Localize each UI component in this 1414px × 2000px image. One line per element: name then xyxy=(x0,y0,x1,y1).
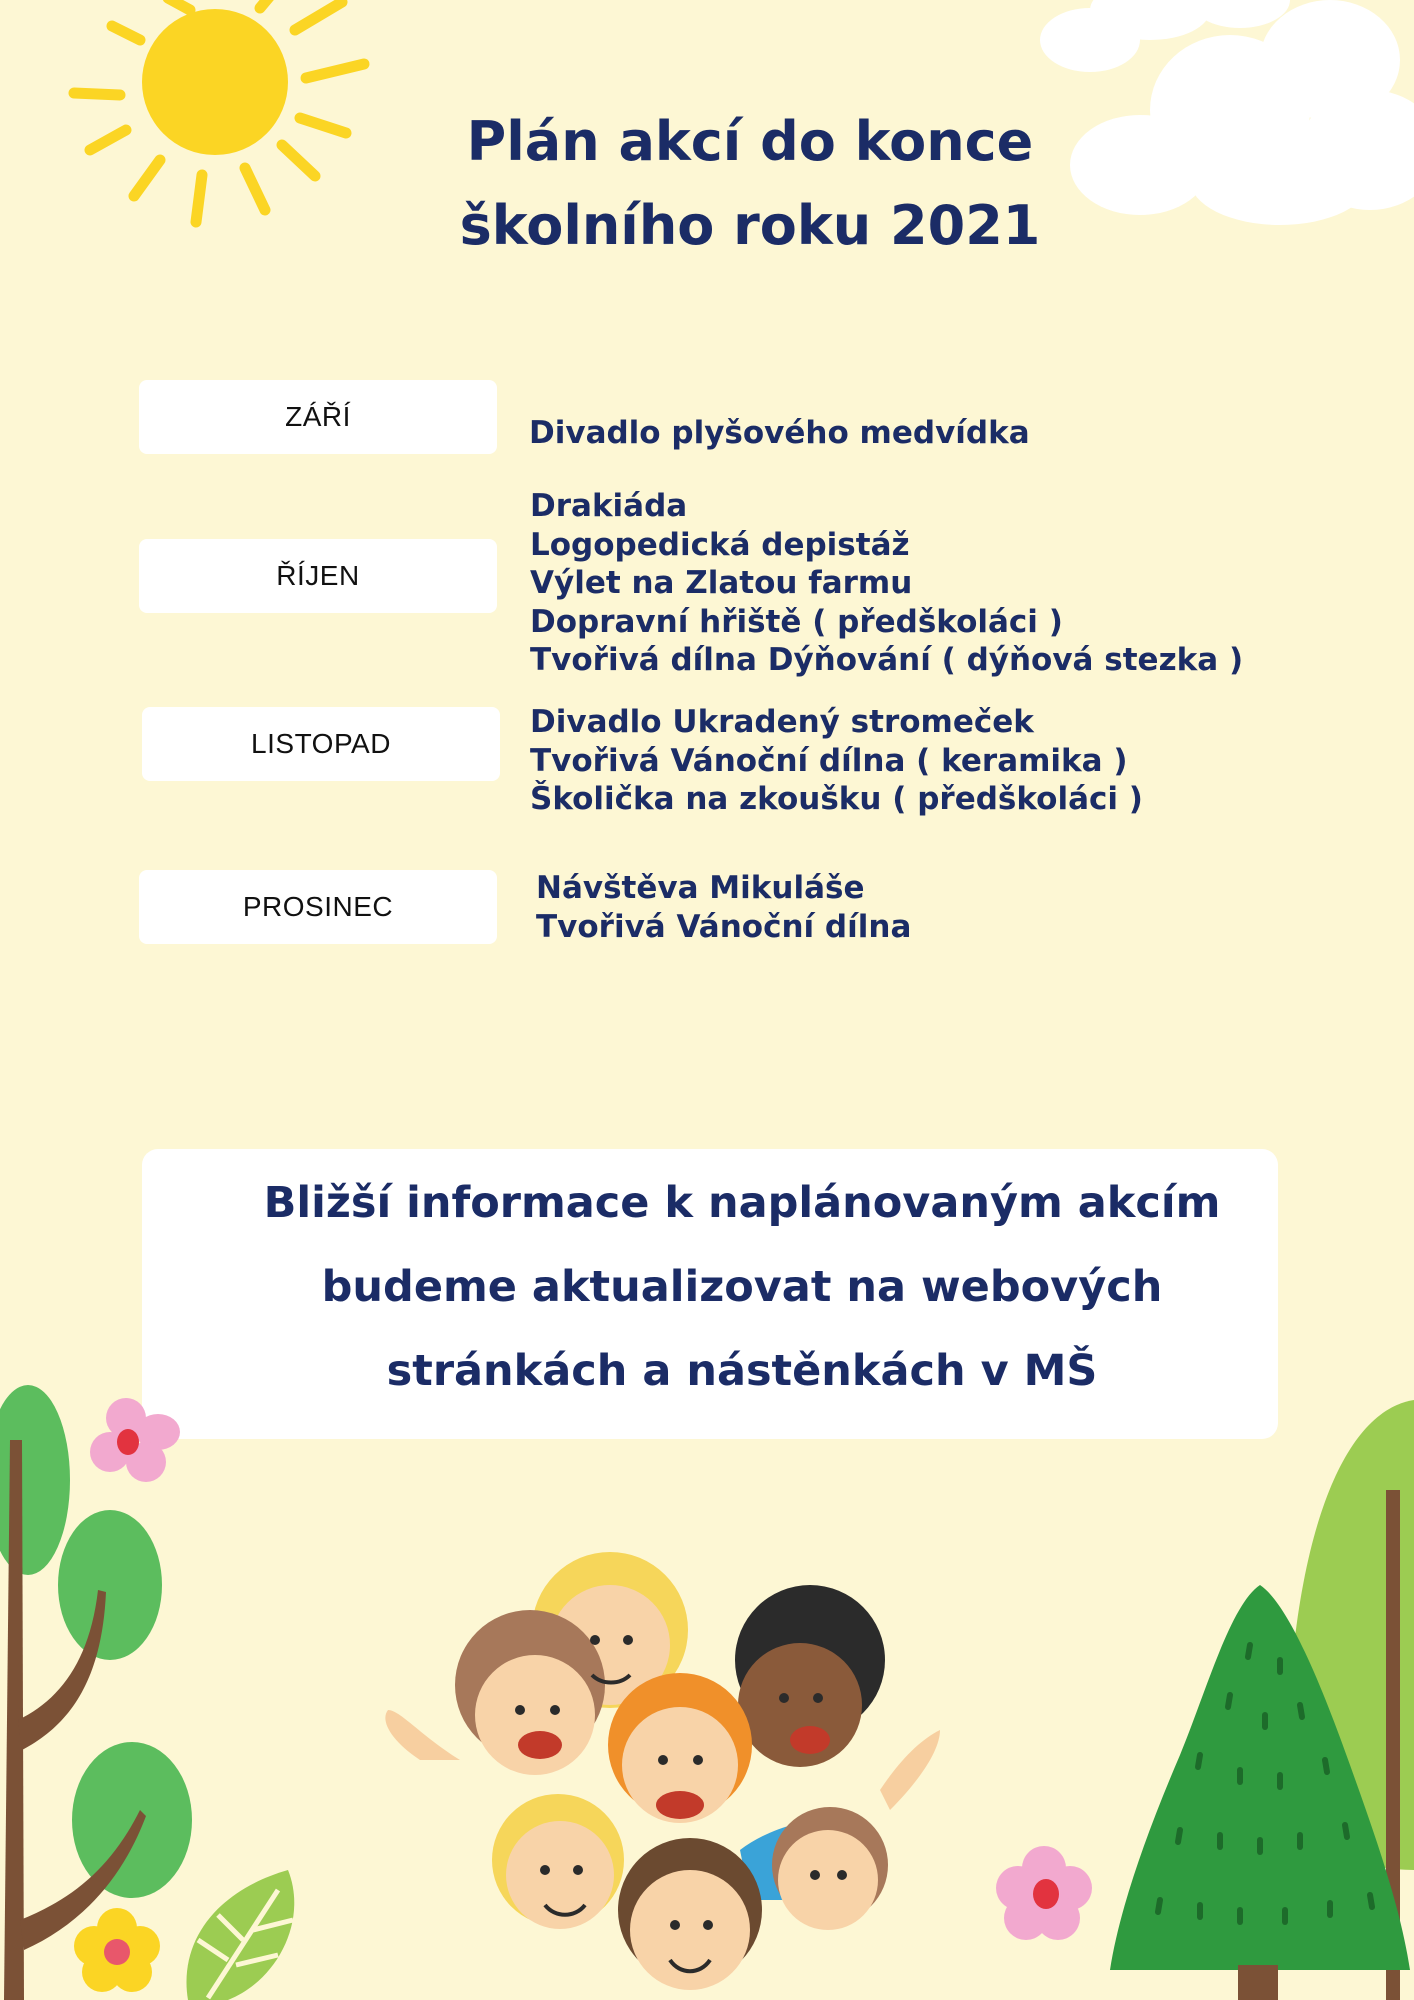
sun-icon xyxy=(60,0,380,240)
event-item: Divadlo Ukradený stromeček xyxy=(530,704,1034,740)
event-item: Dopravní hřiště ( předškoláci ) xyxy=(530,603,1063,640)
event-item: Tvořivá dílna Dýňování ( dýňová stezka ) xyxy=(530,642,1244,678)
event-item: Divadlo plyšového medvídka xyxy=(529,415,1030,451)
info-line-1: Bližší informace k naplánovaným akcím xyxy=(263,1178,1221,1228)
month-label-text: ŘÍJEN xyxy=(276,560,360,591)
month-label-text: PROSINEC xyxy=(242,891,394,922)
month-label-text: ZÁŘÍ xyxy=(285,401,351,432)
cloud-icon xyxy=(1030,0,1414,230)
month-label-zari xyxy=(139,380,497,454)
info-text xyxy=(142,1161,1342,1413)
event-list-prosinec xyxy=(536,869,911,946)
info-line-2: budeme aktualizovat na webových xyxy=(321,1262,1163,1312)
flower-icon xyxy=(74,1908,160,1994)
event-item: Tvořivá Vánoční dílna ( keramika ) xyxy=(530,742,1128,779)
title-line-1: Plán akcí do konce xyxy=(466,110,1034,173)
month-label-text: LISTOPAD xyxy=(251,728,391,759)
month-label-listopad xyxy=(142,707,500,781)
event-item: Logopedická depistáž xyxy=(530,526,910,563)
month-label-prosinec xyxy=(139,870,497,944)
flower-icon xyxy=(996,1846,1092,1942)
event-item: Výlet na Zlatou farmu xyxy=(530,565,913,601)
event-item: Tvořivá Vánoční dílna xyxy=(536,908,912,945)
event-item: Školička na zkoušku ( předškoláci ) xyxy=(530,781,1143,817)
event-list-rijen xyxy=(530,487,1243,680)
title-line-2: školního roku 2021 xyxy=(459,194,1041,257)
event-list-zari xyxy=(529,414,1030,453)
children-illustration xyxy=(380,1520,940,2000)
page-title xyxy=(430,100,1070,268)
month-label-rijen xyxy=(139,539,497,613)
event-item: Návštěva Mikuláše xyxy=(536,870,865,906)
event-item: Drakiáda xyxy=(530,488,688,524)
info-line-3: stránkách a nástěnkách v MŠ xyxy=(386,1346,1098,1396)
pine-tree-icon xyxy=(1090,1585,1410,2000)
flower-icon xyxy=(86,1396,182,1486)
leaf-icon xyxy=(168,1860,318,2000)
event-list-listopad xyxy=(530,703,1143,819)
